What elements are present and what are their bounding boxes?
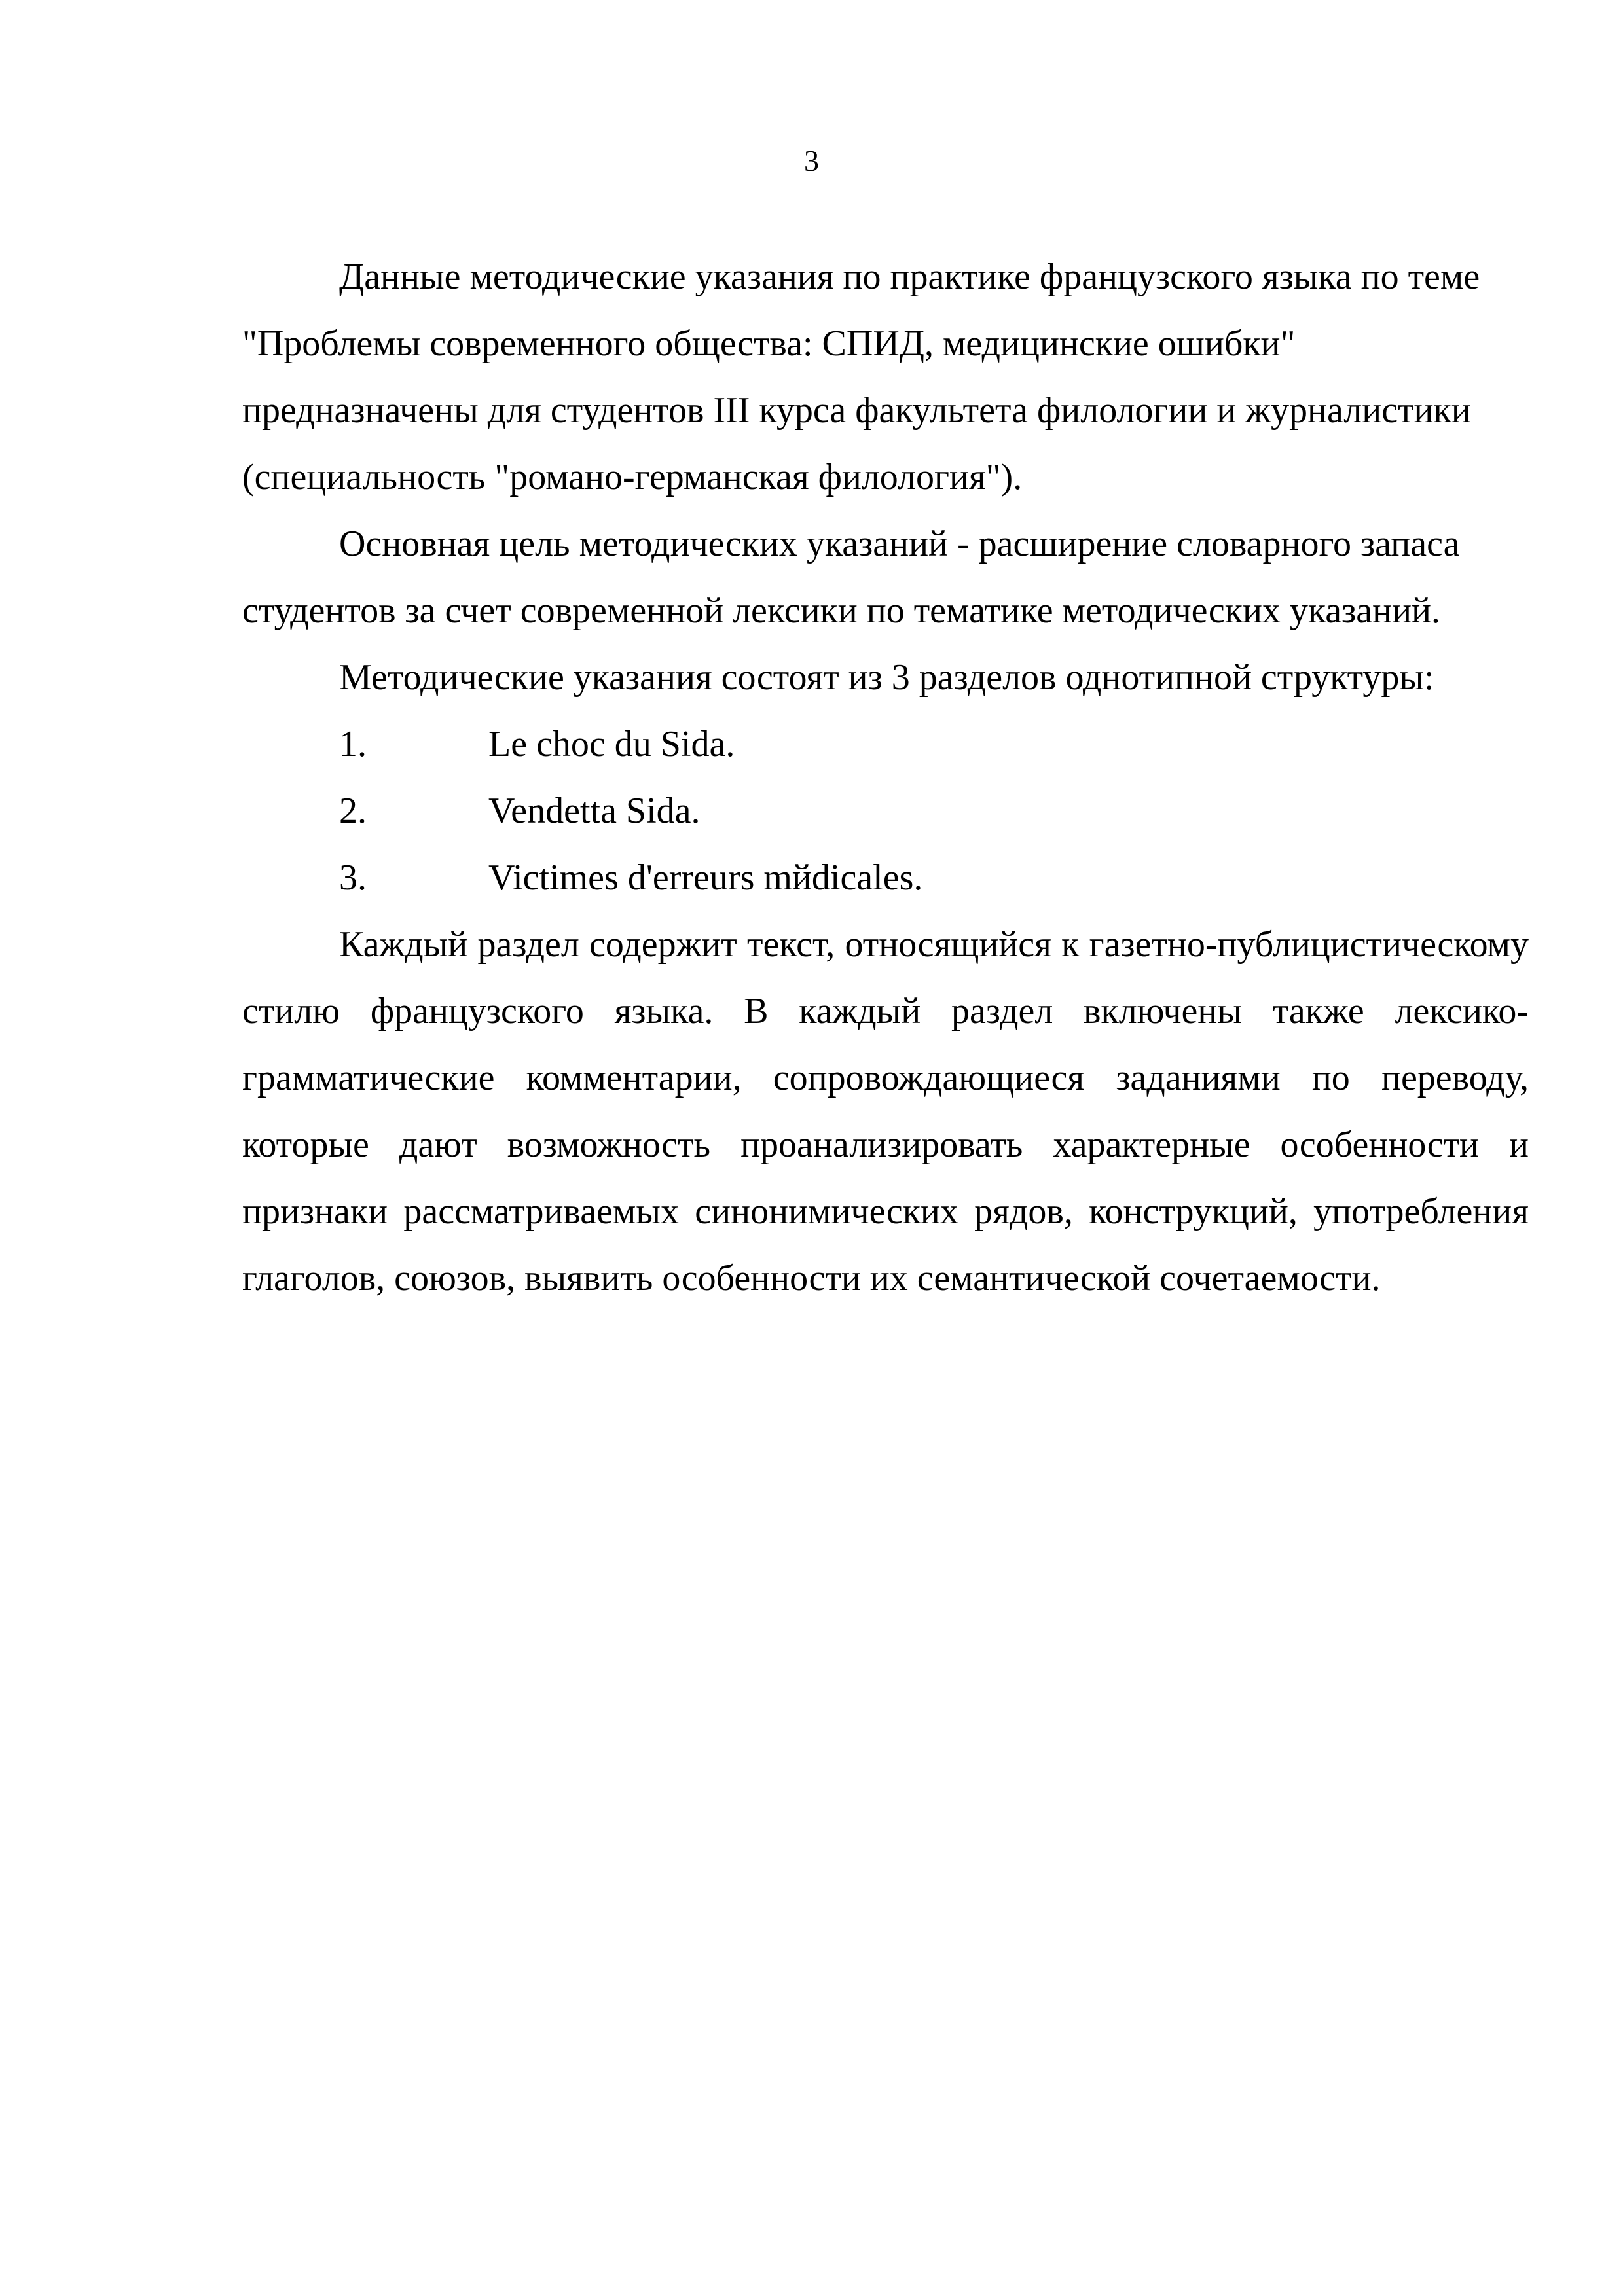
list-item-title: Le choc du Sida. <box>488 724 735 764</box>
goal-paragraph: Основная цель методических указаний - расширение словарного запаса студентов за счет современной лексики по тематике методических указаний. <box>242 524 1460 631</box>
page-number: 3 <box>804 144 819 177</box>
list-item-number: 3. <box>339 857 367 898</box>
list-item-number: 2. <box>339 791 367 831</box>
list-item-title: Victimes d'erreurs mйdicales. <box>488 857 923 898</box>
list-item-number: 1. <box>339 724 367 764</box>
list-item <box>242 778 1529 844</box>
list-item <box>242 711 1529 778</box>
intro-paragraph: Данные методические указания по практике французского языка по теме "Проблемы современного общества: СПИД, медицинские ошибки" предназначены для студентов III курса факультета филологии и журналистики (специальность "романо-германская филология"). <box>242 257 1480 497</box>
list-item <box>242 844 1529 911</box>
list-item-title: Vendetta Sida. <box>488 791 701 831</box>
sections-description-paragraph: Каждый раздел содержит текст, относящийся к газетно-публицистическому стилю французского языка. В каждый раздел включены также лексико-грамматические комментарии, сопровождающиеся заданиями по переводу, которые дают возможность проанализировать характерные особенности и признаки рассматриваемых синонимических рядов, конструкций, употребления глаголов, союзов, выявить особенности их семантической сочетаемости. <box>242 924 1529 1299</box>
document-body <box>242 243 1529 1312</box>
sections-list <box>242 711 1529 911</box>
structure-paragraph: Методические указания состоят из 3 разделов однотипной структуры: <box>339 657 1434 698</box>
